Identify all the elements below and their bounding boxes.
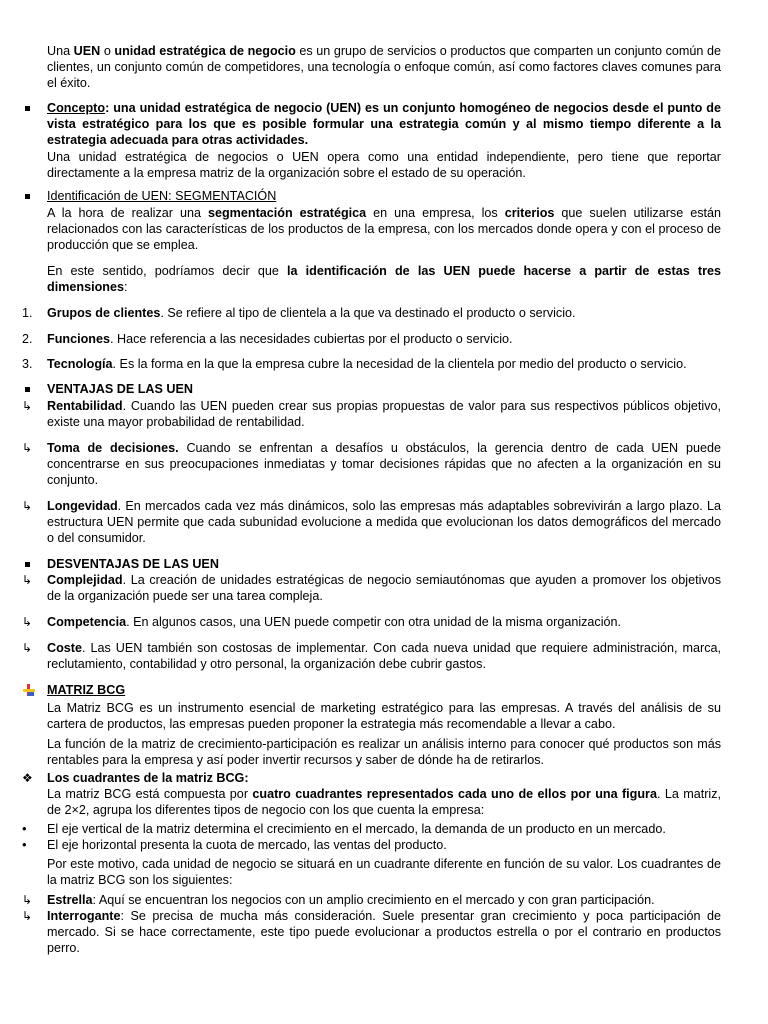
text: es un grupo de servicios o productos que comparten un conjunto común de clientes, un conjunto común de competidores, una tecnología o enfoque común, así como factores claves comunes para el éxito.: [47, 44, 721, 91]
text: . La creación de unidades estratégicas de negocio semiautónomas que ayuden a promover los objetivos de la organización puede ser una tarea compleja.: [47, 573, 721, 604]
list-item: [47, 908, 721, 957]
text: . Hace referencia a las necesidades cubiertas por el producto o servicio.: [109, 332, 513, 346]
dot-bullet-icon: •: [22, 821, 27, 836]
concepto-body: Una unidad estratégica de negocios o UEN opera como una entidad independiente, pero tiene que reportar directamente a la empresa matriz de la organización sobre el estado de su operación.: [47, 150, 721, 181]
term: Complejidad: [47, 573, 123, 587]
list-item: [47, 331, 721, 347]
matriz-heading: MATRIZ BCG: [47, 683, 126, 697]
arrow-bullet-icon: ↳: [22, 893, 33, 907]
arrow-bullet-icon: ↳: [22, 399, 33, 413]
arrow-bullet-icon: ↳: [22, 909, 33, 923]
colored-square-bullet-icon: [23, 684, 35, 696]
term: la identificación de las UEN puede hacerse a partir de estas tres dimensiones: [47, 264, 721, 295]
text: :: [105, 101, 110, 115]
square-bullet-icon: [22, 189, 42, 199]
arrow-bullet-icon: ↳: [22, 615, 33, 629]
list-item: [47, 440, 721, 489]
cuadrantes-paragraph-1: [47, 786, 721, 818]
text: La matriz BCG está compuesta por: [47, 787, 253, 801]
list-item: El eje vertical de la matriz determina el crecimiento en el mercado, la demanda de un producto en un mercado.: [47, 822, 666, 836]
term-uen: UEN: [73, 44, 101, 58]
term-unidad: unidad estratégica de negocio: [114, 44, 296, 58]
square-bullet-icon: [22, 382, 42, 392]
text: :: [123, 280, 128, 295]
list-item: [47, 640, 721, 672]
concepto-heading: Concepto: [47, 101, 106, 115]
arrow-bullet-icon: ↳: [22, 573, 33, 587]
term: Funciones: [47, 332, 110, 346]
square-bullet-icon: [22, 101, 42, 111]
identificacion-paragraph-1: [47, 205, 721, 254]
dot-bullet-icon: •: [22, 837, 27, 852]
arrow-bullet-icon: ↳: [22, 499, 33, 513]
text: . Es la forma en la que la empresa cubre la necesidad de la clientela por medio del producto o servicio.: [112, 357, 687, 371]
term: Grupos de clientes: [47, 306, 161, 320]
cuadrantes-paragraph-2: Por este motivo, cada unidad de negocio se situará en un cuadrante diferente en función de su valor. Los cuadrantes de la matriz BCG son los siguientes:: [47, 857, 721, 888]
ventajas-heading: VENTAJAS DE LAS UEN: [47, 382, 194, 396]
matriz-paragraph-2: La función de la matriz de crecimiento-participación es realizar un análisis interno para conocer qué productos son más rentables para la empresa y así poder invertir recursos y saber de dónde ha de retirarlos.: [47, 737, 721, 768]
list-item: [47, 305, 721, 321]
term: Toma de decisiones.: [47, 441, 179, 455]
concepto-paragraph: [47, 100, 721, 149]
intro-paragraph: [47, 43, 721, 92]
text: o: [100, 44, 115, 58]
square-bullet-icon: [22, 557, 42, 567]
text: . Las UEN también son costosas de implementar. Con cada nueva unidad que requiere administración, marca, reclutamiento, contabilidad y otro personal, la organización debe cubrir gastos.: [47, 641, 721, 672]
term: Rentabilidad: [47, 399, 123, 413]
list-number: 3.: [22, 357, 33, 371]
list-item: [47, 572, 721, 604]
term: Estrella: [47, 893, 93, 907]
diamond-bullet-icon: ❖: [22, 771, 33, 785]
text: que suelen utilizarse están relacionados con las características de los productos de la empresa, con los mercados donde opera y con el proceso de producción que se emplea.: [47, 206, 721, 253]
cuadrantes-heading: Los cuadrantes de la matriz BCG:: [47, 771, 249, 785]
list-item: [47, 356, 721, 372]
term: Tecnología: [47, 357, 113, 371]
term: Interrogante: [47, 909, 121, 923]
text: . En algunos casos, una UEN puede competir con otra unidad de la misma organización.: [126, 615, 622, 629]
text: Cuando se enfrentan a desafíos u obstáculos, la gerencia dentro de cada UEN puede concentrarse en sus preocupaciones inmediatas y tomar decisiones rápidas que no afecten a la organización en su conjunto.: [47, 441, 722, 488]
text: . Cuando las UEN pueden crear sus propias propuestas de valor para sus respectivos públicos objetivo, existe una mayor probabilidad de rentabilidad.: [47, 399, 721, 430]
text: A la hora de realizar una: [47, 206, 208, 220]
term: Longevidad: [47, 499, 118, 513]
list-item: [47, 398, 721, 430]
matriz-paragraph-1: La Matriz BCG es un instrumento esencial de marketing estratégico para las empresas. A través del análisis de su cartera de productos, las empresas pueden proponer la estrategia más recomendable a llevar a cabo.: [47, 701, 721, 732]
identificacion-heading: Identificación de UEN: SEGMENTACIÓN: [47, 189, 277, 203]
term: cuatro cuadrantes representados cada uno de ellos por una figura: [252, 787, 657, 801]
list-number: 1.: [22, 306, 33, 320]
text: . Se refiere al tipo de clientela a la que va destinado el producto o servicio.: [160, 306, 576, 320]
text: En este sentido, podríamos decir que: [47, 264, 288, 278]
list-item: El eje horizontal presenta la cuota de mercado, las ventas del producto.: [47, 838, 447, 852]
list-item: [47, 614, 721, 630]
text: . La matriz, de 2×2, agrupa los diferentes tipos de negocio con los que cuenta la empresa:: [47, 787, 721, 818]
text: : Se precisa de mucha más consideración. Suele presentar gran crecimiento y poca participación de mercado. Si se hace correctamente, este tipo puede evolucionar a productos estrella o por el contrario en productos perro.: [47, 909, 721, 956]
term: segmentación estratégica: [207, 206, 367, 220]
arrow-bullet-icon: ↳: [22, 441, 33, 455]
text: : Aquí se encuentran los negocios con un amplio crecimiento en el mercado y con gran participación.: [92, 893, 655, 907]
list-item: [47, 892, 721, 908]
list-item: [47, 498, 721, 547]
text: . En mercados cada vez más dinámicos, solo las empresas más adaptables sobrevivirán a largo plazo. La estructura UEN permite que cada subunidad evolucione a medida que evolucionan los datos demográficos del mercado o del consumidor.: [47, 499, 721, 546]
term: criterios: [504, 206, 555, 220]
arrow-bullet-icon: ↳: [22, 641, 33, 655]
list-number: 2.: [22, 332, 33, 346]
term: Competencia: [47, 615, 127, 629]
text: en una empresa, los: [366, 206, 505, 220]
concepto-definition: una unidad estratégica de negocio (UEN) es un conjunto homogéneo de negocios desde el punto de vista estratégico para los que es posible formular una estrategia común y al mismo tiempo diferente a la estrategia adecuada para otras actividades.: [47, 101, 721, 148]
text: Una: [47, 44, 74, 58]
term: Coste: [47, 641, 82, 655]
identificacion-paragraph-2: [47, 263, 721, 295]
desventajas-heading: DESVENTAJAS DE LAS UEN: [47, 557, 219, 571]
